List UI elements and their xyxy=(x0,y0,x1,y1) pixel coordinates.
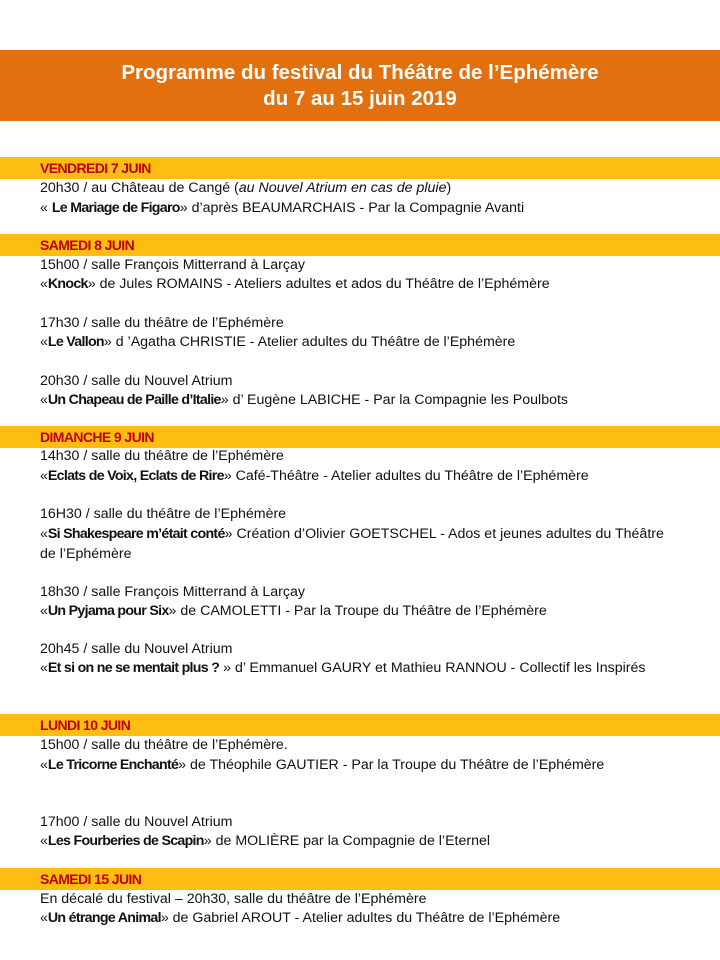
event-title: Un Pyjama pour Six xyxy=(47,603,169,619)
day-label: SAMEDI 15 JUIN xyxy=(40,871,142,887)
event-title: Un étrange Animal xyxy=(47,910,161,926)
event-title: Et si on ne se mentait plus ? xyxy=(47,660,220,676)
event-title: Eclats de Voix, Eclats de Rire xyxy=(47,468,224,484)
event-venue: 15h00 / salle du théâtre de l’Ephémère. xyxy=(40,737,288,753)
event-venue: 14h30 / salle du théâtre de l’Ephémère xyxy=(40,448,284,464)
event-title: Le Vallon xyxy=(47,334,104,350)
day-header-samedi-8 xyxy=(0,234,720,256)
day-label: SAMEDI 8 JUIN xyxy=(40,237,135,253)
event-venue: 15h00 / salle François Mitterrand à Larçay xyxy=(40,257,305,273)
event-description: «Le Vallon» d ’Agatha CHRISTIE - Atelier adultes du Théâtre de l’Ephémère xyxy=(40,334,516,350)
event-description: «Et si on ne se mentait plus ? » d’ Emmanuel GAURY et Mathieu RANNOU - Collectif les Inspirés xyxy=(40,660,646,676)
day-label: LUNDI 10 JUIN xyxy=(40,717,131,733)
day-header-lundi xyxy=(0,714,720,736)
event-venue: 17h30 / salle du théâtre de l’Ephémère xyxy=(40,315,284,331)
event-title: Un Chapeau de Paille d’Italie xyxy=(47,392,221,408)
festival-header-banner xyxy=(0,50,720,121)
day-header-samedi-15 xyxy=(0,868,720,890)
event-description: «Le Tricorne Enchanté» de Théophile GAUTIER - Par la Troupe du Théâtre de l’Ephémère xyxy=(40,757,605,773)
day-label: VENDREDI 7 JUIN xyxy=(40,160,151,176)
festival-title: Programme du festival du Théâtre de l’Ephémère xyxy=(121,60,599,84)
event-description: «Knock» de Jules ROMAINS - Ateliers adultes et ados du Théâtre de l’Ephémère xyxy=(40,276,550,292)
event-venue: En décalé du festival – 20h30, salle du théâtre de l’Ephémère xyxy=(40,891,427,907)
event-description: «Un Chapeau de Paille d’Italie» d’ Eugène LABICHE - Par la Compagnie les Poulbots xyxy=(40,392,569,408)
day-header-vendredi xyxy=(0,157,720,179)
event-title: Le Mariage de Figaro xyxy=(51,200,180,216)
day-header-dimanche xyxy=(0,426,720,448)
event-venue: 17h00 / salle du Nouvel Atrium xyxy=(40,814,233,830)
event-title: Le Tricorne Enchanté xyxy=(47,757,179,773)
event-description: « Le Mariage de Figaro» d’après BEAUMARCHAIS - Par la Compagnie Avanti xyxy=(40,200,525,216)
event-description: «Un étrange Animal» de Gabriel AROUT - Atelier adultes du Théâtre de l’Ephémère xyxy=(40,910,561,926)
event-title: Les Fourberies de Scapin xyxy=(47,833,204,849)
event-description: «Si Shakespeare m’était conté» Création d’Olivier GOETSCHEL - Ados et jeunes adultes du Théâtre de l’Ephémère xyxy=(40,526,664,562)
event-venue: 20h30 / salle du Nouvel Atrium xyxy=(40,373,233,389)
event-venue: 20h30 / au Château de Cangé (au Nouvel Atrium en cas de pluie) xyxy=(40,180,452,196)
event-venue: 16H30 / salle du théâtre de l’Ephémère xyxy=(40,506,287,522)
event-description: «Eclats de Voix, Eclats de Rire» Café-Théâtre - Atelier adultes du Théâtre de l’Ephémère xyxy=(40,468,589,484)
event-venue: 18h30 / salle François Mitterrand à Larçay xyxy=(40,584,305,600)
event-description: «Les Fourberies de Scapin» de MOLIÈRE par la Compagnie de l’Eternel xyxy=(40,833,491,849)
event-title: Si Shakespeare m’était conté xyxy=(47,526,225,542)
event-venue: 20h45 / salle du Nouvel Atrium xyxy=(40,641,233,657)
day-label: DIMANCHE 9 JUIN xyxy=(40,429,154,445)
festival-dates: du 7 au 15 juin 2019 xyxy=(263,86,457,110)
event-title: Knock xyxy=(47,276,88,292)
event-description: «Un Pyjama pour Six» de CAMOLETTI - Par la Troupe du Théâtre de l’Ephémère xyxy=(40,603,547,619)
